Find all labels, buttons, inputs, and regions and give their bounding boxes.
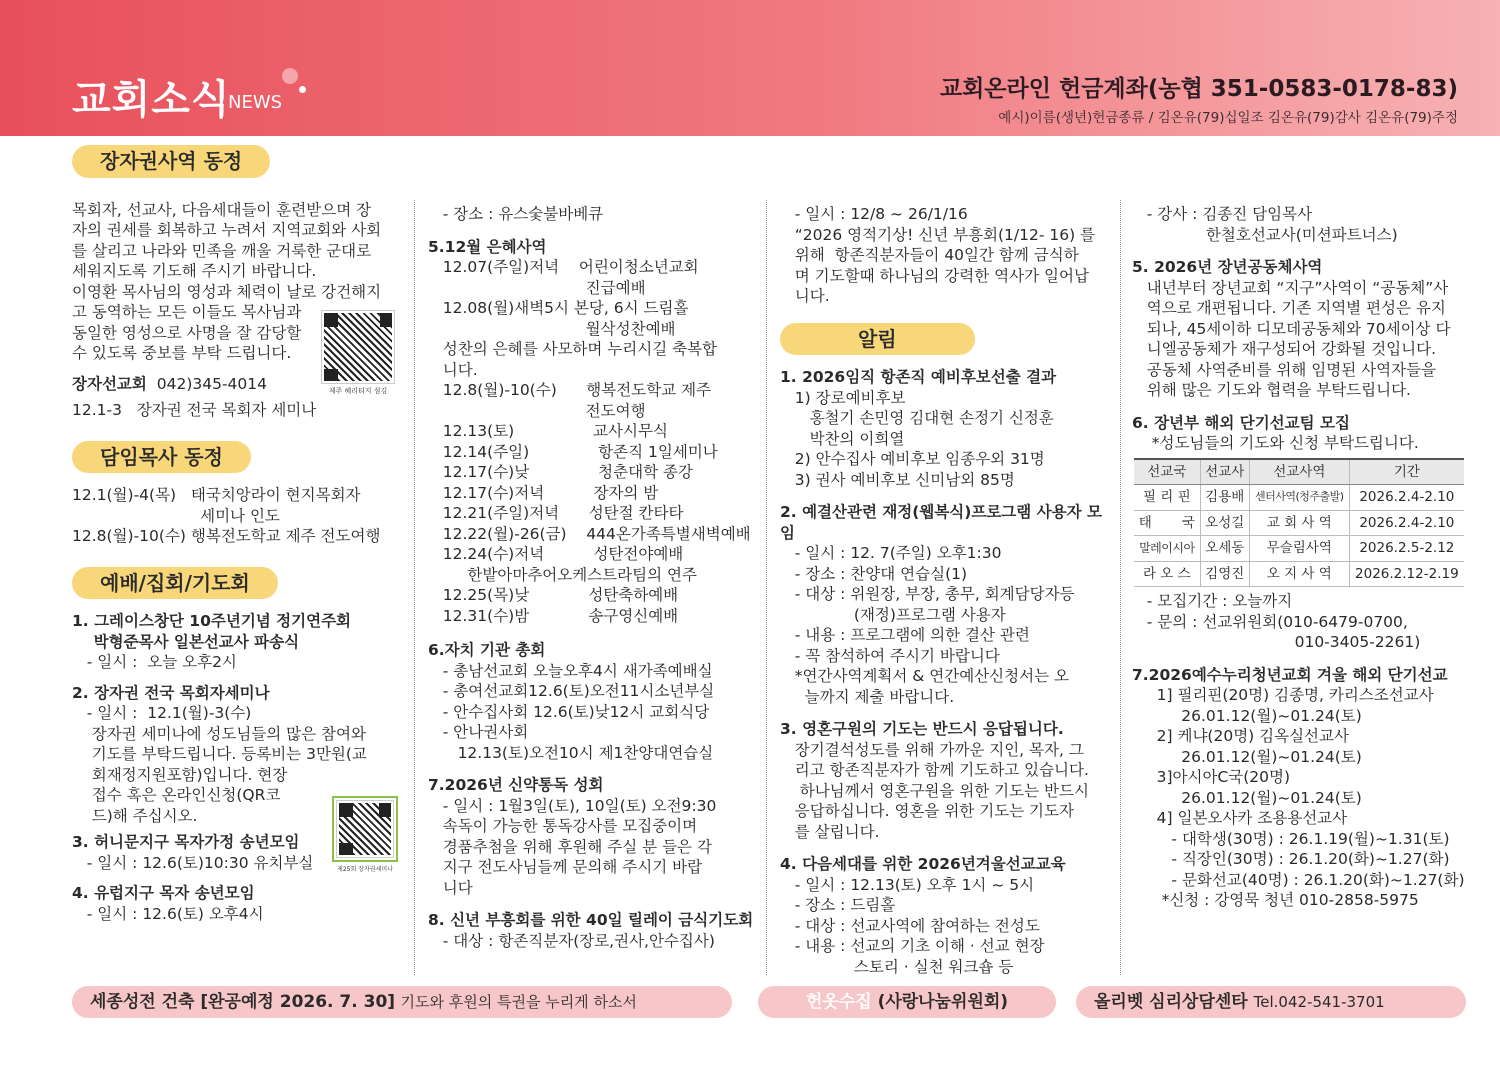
table-header: 선교국 <box>1134 459 1200 485</box>
mission-team-note: *성도님들의 기도와 신청 부탁드립니다. <box>1132 434 1419 452</box>
table-header: 선교사역 <box>1249 459 1349 485</box>
worship-item-2-title: 2. 장자권 전국 목회자세미나 <box>72 683 270 702</box>
table-cell: 교 회 사 역 <box>1249 510 1349 536</box>
col4-top: - 강사 : 김종진 담임목사 한철호선교사(미션파트너스) <box>1146 205 1398 244</box>
column-2 <box>428 204 758 951</box>
notice-3-body: 장기결석성도를 위해 가까운 지인, 목자, 그 리고 항존직분자가 함께 기도하고 있습니다. 하나님께서 영혼구원을 위한 기도는 반드시 응답하십니다. 영혼을 위한 기도는 기도자 를 살립니다. <box>794 740 1089 841</box>
table-cell: 2026.2.5-2.12 <box>1349 536 1464 562</box>
qr-code-seminar[interactable] <box>332 796 398 873</box>
table-cell: 김용배 <box>1200 485 1249 511</box>
adult-community-title: 5. 2026년 장년공동체사역 <box>1132 258 1323 276</box>
clothes-text: (사랑나눔위원회) <box>877 992 1009 1012</box>
section-pill-pastor: 담임목사 동정 <box>72 441 251 474</box>
table-cell: 오성길 <box>1200 510 1249 536</box>
column-3 <box>780 204 1115 977</box>
bible-reading-title: 7.2026년 신약통독 성회 <box>428 776 604 794</box>
contact-name: 장자선교회 <box>72 374 147 393</box>
offering-example: 예시)이름(생년)헌금종류 / 김온유(79)십일조 김온유(79)감사 김온유(79)주정 <box>998 110 1458 126</box>
mission-team-after: - 모집기간 : 오늘까지 - 문의 : 선교위원회(010-6479-0700, 010-3405-2261) <box>1146 592 1421 651</box>
offering-account: 교회온라인 헌금계좌(농협 351-0583-0178-83) <box>939 76 1458 102</box>
divider <box>414 200 415 975</box>
youth-mission-title: 7.2026예수누리청년교회 겨울 해외 단기선교 <box>1132 665 1448 684</box>
notice-1-title: 1. 2026임직 항존직 예비후보선출 결과 <box>780 368 1057 386</box>
table-row <box>1134 536 1464 562</box>
decor-dot-small <box>299 86 306 93</box>
section-pill-worship: 예배/집회/기도회 <box>72 567 278 600</box>
table-cell: 2026.2.4-2.10 <box>1349 485 1464 511</box>
grace-ministry-body: 12.07(주일)저녁 어린이청소년교회 진급예배 12.08(월)새벽5시 본당, 6시 드림홀 월삭성찬예배 성찬의 은혜를 사모하며 누리시길 축복합 니다. 12.8(월)-10(수) 행복전도학교 제주 전도여행 12.13(토) 교사시무식 12.14(주일) 항존직 1일세미나 12.17(수)낮 청춘대학 종강 12.17(수)저녁 장자의 밤 12.21(주일)저녁 성탄절 칸타타 12.22(월)-26(금) 444온가족특별새벽예배 12.24(수)저녁 성탄전야예배 한밭아마추어오케스트라팀의 연주 12.25(목)낮 성탄축하예배 12.31(수)밤 송구영신예배 <box>442 258 751 625</box>
notice-4-title: 4. 다음세대를 위한 2026년겨울선교교육 <box>780 855 1066 873</box>
decor-dot <box>282 68 298 84</box>
table-header-row <box>1134 459 1464 485</box>
counseling-title: 올리벳 심리상담센타 <box>1094 992 1248 1012</box>
worship-item-4-body: - 일시 : 12.6(토) 오후4시 <box>72 904 264 923</box>
table-cell: 말레이시아 <box>1134 536 1200 562</box>
table-cell: 센터사역(청주출발) <box>1249 485 1349 511</box>
youth-mission-body: 1] 필리핀(20명) 김종명, 카리스조선교사 26.01.12(월)~01.24(토) 2] 케냐(20명) 김옥실선교사 26.01.12(월)~01.24(토) 3]아시아C국(20명) 26.01.12(월)~01.24(토) 4] 일본오사카 조용용선교사 - 대학생(30명) : 26.1.19(월)~1.31(토) - 직장인(30명) : 26.1.20(화)~1.27(화) - 문화선교(40명) : 26.1.20(화)~1.27(화) *신청 : 강영묵 청년 010-2858-5975 <box>1156 686 1465 909</box>
notice-1-body: 1) 장로예비후보 홍철기 손민영 김대현 손정기 신정훈 박찬의 이희열 2) 안수집사 예비후보 임종우외 31명 3) 권사 예비후보 신미남외 85명 <box>794 388 1054 489</box>
counseling-phone: Tel.042-541-3701 <box>1253 993 1385 1011</box>
table-cell: 김영진 <box>1200 561 1249 587</box>
table-cell: 태 국 <box>1134 510 1200 536</box>
construction-title: 세종성전 건축 [완공예정 2026. 7. 30] <box>90 992 396 1012</box>
divider <box>766 200 767 975</box>
contact-phone: 042)345-4014 <box>156 374 267 393</box>
table-header: 기간 <box>1349 459 1464 485</box>
col2-top: - 장소 : 유스숯불바베큐 <box>428 205 604 223</box>
col3-top: - 일시 : 12/8 ~ 26/1/16 “2026 영적기상! 신년 부흥회(1/12- 16) 를 위해 항존직분자들이 40일간 함께 금식하 며 기도할때 하나님의 강력한 역사가 일어납 니다. <box>794 205 1096 305</box>
grace-ministry-title: 5.12월 은혜사역 <box>428 237 547 256</box>
page-title: 교회소식 <box>72 77 231 123</box>
qr-code-heritage[interactable] <box>322 311 394 396</box>
notice-2-title: 2. 예결산관련 재정(웹복식)프로그램 사용자 모임 <box>780 503 1102 542</box>
section-pill-jangjakwon: 장자권사역 동정 <box>72 145 270 178</box>
worship-item-4-title: 4. 유럽지구 목자 송년모임 <box>72 884 255 902</box>
assembly-body: - 총남선교회 오늘오후4시 새가족예배실 - 총여선교회12.6(토)오전11시소년부실 - 안수집사회 12.6(토)낮12시 교회식당 - 안나권사회 12.13(토)오전10시 제1찬양대연습실 <box>442 661 715 762</box>
table-cell: 필 리 핀 <box>1134 485 1200 511</box>
qr-frame <box>332 796 398 862</box>
section-pill-notice: 알림 <box>780 323 975 356</box>
divider <box>1120 200 1121 975</box>
table-cell: 2026.2.4-2.10 <box>1349 510 1464 536</box>
worship-item-1-body: - 일시 : 오늘 오후2시 <box>72 653 237 671</box>
table-cell: 라 오 스 <box>1134 561 1200 587</box>
table-row <box>1134 510 1464 536</box>
worship-item-2-body: - 일시 : 12.1(월)-3(수) 장자권 세미나에 성도님들의 많은 참여와 기도를 부탁드립니다. 등록비는 3만원(교 회재정지원포함)입니다. 현장 접수 혹은 온라인신청(QR코 드)해 주십시오. <box>86 704 367 825</box>
header-banner <box>0 0 1500 136</box>
bible-reading-body: - 일시 : 1월3일(토), 10일(토) 오전9:30 속독이 가능한 통독강사를 모집중이며 경품추첨을 위해 후원해 주실 분 들은 각 지구 전도사님들께 문의해 주시기 바랍 니다 <box>442 796 717 897</box>
mission-table <box>1134 458 1464 588</box>
notice-4-body: - 일시 : 12.13(토) 오후 1시 ~ 5시 - 장소 : 드림홀 - 대상 : 선교사역에 참여하는 전성도 - 내용 : 선교의 기초 이해 · 선교 현장 스토리 · 실천 워크숍 등 <box>794 875 1045 976</box>
table-row <box>1134 485 1464 511</box>
seminar-line: 12.1-3 장자권 전국 목회자 세미나 <box>72 401 317 419</box>
column-4 <box>1132 204 1470 911</box>
worship-item-1-title: 1. 그레이스창단 10주년기념 정기연주회 박형준목사 일본선교사 파송식 <box>72 612 352 651</box>
table-cell: 오세동 <box>1200 536 1249 562</box>
clothes-title: 헌옷수집 <box>805 992 872 1012</box>
notice-2-body: - 일시 : 12. 7(주일) 오후1:30 - 장소 : 찬양대 연습실(1) - 대상 : 위원장, 부장, 총무, 회계담당자등 (재정)프로그램 사용자 - 내용 : 프로그램에 의한 결산 관련 - 꼭 참석하여 주시기 바랍니다 *연간사역계획서 & 연간예산신청서는 오 늘까지 제출 바랍니다. <box>794 544 1075 706</box>
mission-team-title: 6. 장년부 해외 단기선교팀 모집 <box>1132 413 1350 432</box>
table-header: 선교사 <box>1200 459 1249 485</box>
fasting-title: 8. 신년 부흥회를 위한 40일 릴레이 금식기도회 <box>428 911 754 929</box>
footer-counseling <box>1076 986 1466 1018</box>
pastor-body: 12.1(월)-4(목) 태국치앙라이 현지목회자 세미나 인도 12.8(월)-10(수) 행복전도학교 제주 전도여행 <box>72 486 381 545</box>
assembly-title: 6.자치 기관 총회 <box>428 641 546 659</box>
notice-3-title: 3. 영혼구원의 기도는 반드시 응답됩니다. <box>780 720 1064 738</box>
table-cell: 오 지 사 역 <box>1249 561 1349 587</box>
footer-clothes <box>758 986 1056 1018</box>
adult-community-body: 내년부터 장년교회 “지구”사역이 “공동체”사 역으로 개편됩니다. 기존 지역별 편성은 유지 되나, 45세이하 디모데공동체와 70세이상 다 니엘공동체가 재구성되어 강화될 것입니다. 공동체 사역준비를 위해 임명된 사역자들을 위해 많은 기도와 협력을 부탁드립니다. <box>1146 278 1451 399</box>
table-cell: 무슬림사역 <box>1249 536 1349 562</box>
fasting-body: - 대상 : 항존직분자(장로,권사,안수집사) <box>428 931 715 950</box>
jangjakwon-body: 목회자, 선교사, 다음세대들이 훈련받으며 장 자의 권세를 회복하고 누려서 지역교회와 사회 를 살리고 나라와 민족을 깨울 거룩한 군대로 세워지도록 기도해 주시기 바랍니다. 이영환 목사님의 영성과 체력이 날로 강건해지 고 동역하는 모든 이들도 목사님과 동일한 영성으로 사명을 잘 감당할 수 있도록 중보를 부탁 드립니다. <box>72 200 382 362</box>
qr-code-icon <box>322 311 394 383</box>
qr-caption: 제25회 장자권세미나 <box>337 866 393 873</box>
table-cell: 2026.2.12-2.19 <box>1349 561 1464 587</box>
qr-code-icon <box>337 801 393 857</box>
footer-construction <box>72 986 732 1018</box>
news-label: NEWS <box>228 92 283 113</box>
worship-item-3-body: - 일시 : 12.6(토)10:30 유치부실 <box>72 853 314 872</box>
qr-caption: 제주 헤리티지 섬김 <box>328 387 388 395</box>
worship-item-3-title: 3. 허니문지구 목자가정 송년모임 <box>72 833 300 851</box>
construction-text: 기도와 후원의 특권을 누리게 하소서 <box>400 993 637 1011</box>
table-row <box>1134 561 1464 587</box>
